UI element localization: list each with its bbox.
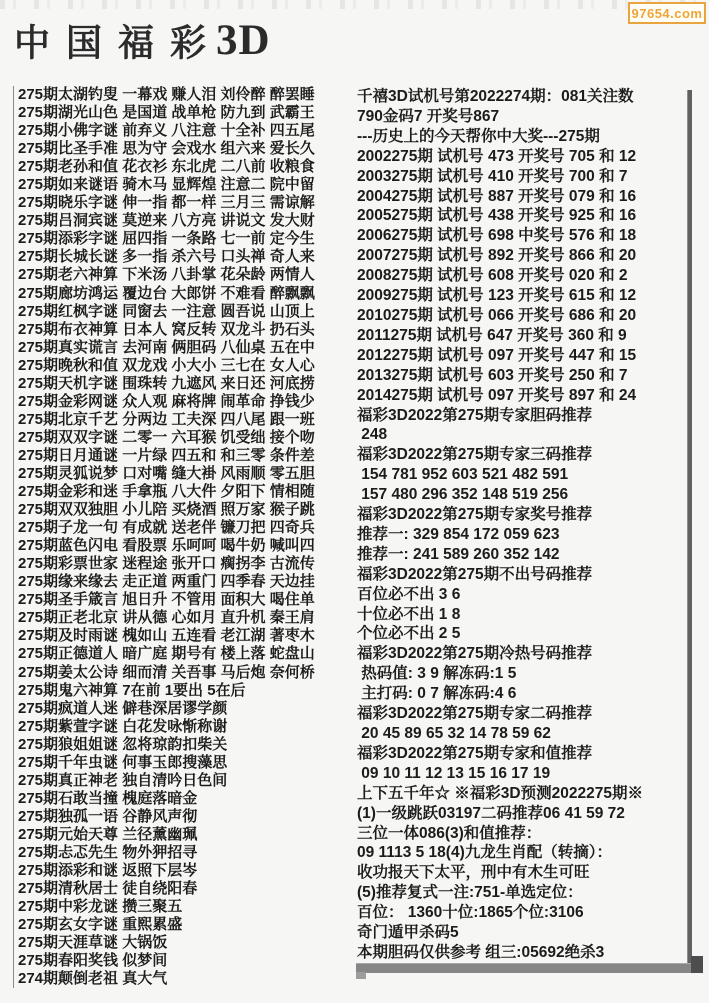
prediction-line: ---历史上的今天帮你中大奖---275期 — [357, 127, 600, 145]
riddle-row: 275期忐忑先生 物外狎招寻 — [18, 843, 198, 861]
site-logo-badge[interactable] — [628, 2, 706, 24]
riddle-row: 275期中彩龙谜 攒三聚五 — [18, 898, 183, 916]
prediction-line: 09 10 11 12 13 15 16 17 19 — [357, 764, 551, 782]
riddle-row: 275期小佛字谜 前弃义 八注意 十全补 四五尾 — [18, 122, 315, 140]
riddle-list — [13, 86, 357, 988]
riddle-row: 275期及时雨谜 槐如山 五连看 老江湖 著枣木 — [18, 627, 315, 645]
riddle-row: 275期金彩和迷 手拿瓶 八大件 夕阳下 情相随 — [18, 483, 315, 501]
riddle-row: 275期真正神老 独自清吟日色间 — [18, 771, 228, 789]
riddle-row: 275期日月通谜 一片绿 四五和 和三零 条件差 — [18, 446, 315, 464]
site-title-logo — [14, 16, 271, 64]
riddle-row: 275期添彩字谜 屈四指 一条路 七一前 定今生 — [18, 230, 315, 248]
riddle-row: 275期独孤一语 谷静风声彻 — [18, 807, 198, 825]
riddle-row: 275期紫萱字谜 白花发咏惭称谢 — [18, 717, 228, 735]
riddle-row: 275期缘来缘去 走正道 两重门 四季春 天边挂 — [18, 573, 315, 591]
riddle-row: 275期长城长谜 多一指 杀六号 口头禅 奇人来 — [18, 248, 315, 266]
riddle-row: 275期太湖钓叟 一幕戏 赚人泪 刘伶醉 醉罢睡 — [18, 86, 315, 103]
prediction-line: 上下五千年☆ ※福彩3D预测2022275期※ — [357, 784, 643, 802]
riddle-row: 275期布衣神算 日本人 窝反转 双龙斗 扔石头 — [18, 320, 315, 338]
riddle-row: 275期蓝色闪电 看股票 乐呵呵 喝牛奶 喊叫四 — [18, 537, 315, 555]
riddle-row: 275期元始天尊 兰径薰幽珮 — [18, 825, 198, 843]
prediction-line: 248 — [357, 426, 388, 444]
riddle-row: 275期玄女字谜 重熙累盛 — [18, 916, 183, 934]
prediction-line: 个位必不出 2 5 — [357, 625, 461, 643]
prediction-line: 百位必不出 3 6 — [357, 585, 461, 603]
prediction-line: 2005275期 试机号 438 开奖号 925 和 16 — [357, 207, 637, 225]
prediction-line: 2002275期 试机号 473 开奖号 705 和 12 — [357, 147, 637, 165]
riddle-row: 275期春阳奖钱 似梦间 — [18, 952, 168, 970]
prediction-line: 2006275期 试机号 698 中奖号 576 和 18 — [357, 227, 637, 245]
riddle-row: 275期天机字谜 围珠转 九遮风 来日还 河底捞 — [18, 374, 315, 392]
riddle-row: 275期湖光山色 是国道 战单枪 防九到 武霸王 — [18, 104, 315, 122]
prediction-line: 福彩3D2022第275期专家二码推荐 — [357, 705, 593, 723]
prediction-line: 福彩3D2022第275期专家和值推荐 — [357, 744, 593, 762]
riddle-row: 275期双双字谜 二零一 六耳猴 饥受绌 接个吻 — [18, 428, 315, 446]
prediction-line: 十位必不出 1 8 — [357, 605, 461, 623]
prediction-line: 推荐一: 241 589 260 352 142 — [357, 545, 560, 563]
prediction-line: 2009275期 试机号 123 开奖号 615 和 12 — [357, 287, 637, 305]
riddle-row: 275期清秋居士 徒自绕阳春 — [18, 880, 198, 898]
prediction-line: 百位： 1360十位:1865个位:3106 — [357, 904, 584, 922]
riddle-row: 275期红枫字谜 同窗去 一注意 圆吾说 山顶上 — [18, 302, 315, 320]
riddle-row: 275期正老北京 讲从德 心如月 直升机 秦王肩 — [18, 609, 315, 627]
horizontal-scrollbar-nub — [356, 972, 366, 979]
riddle-row: 275期吕洞宾谜 莫逆来 八方亮 讲说文 发大财 — [18, 212, 315, 230]
prediction-line: 2010275期 试机号 066 开奖号 686 和 20 — [357, 306, 637, 324]
riddle-row: 275期天涯草谜 大锅饭 — [18, 934, 168, 952]
prediction-line: 790金码7 开奖号867 — [357, 107, 500, 125]
riddle-row: 275期晓乐字谜 伸一指 都一样 三月三 需谅解 — [18, 194, 315, 212]
prediction-line: 2012275期 试机号 097 开奖号 447 和 15 — [357, 346, 637, 364]
riddle-row: 275期双双独胆 小儿陪 买烧酒 照万家 猴子跳 — [18, 501, 315, 519]
prediction-line: 2014275期 试机号 097 开奖号 897 和 24 — [357, 386, 637, 404]
riddle-row: 275期鬼六神算 7在前 1要出 5在后 — [18, 681, 246, 699]
riddle-row: 275期添彩和谜 返照下层岑 — [18, 862, 198, 880]
riddle-row: 274期颠倒老祖 真大气 — [18, 970, 168, 988]
site-logo-text: 97654.com — [631, 5, 703, 21]
riddle-row: 275期如来谜语 骑木马 显辉煌 注意二 院中留 — [18, 176, 315, 194]
riddle-row: 275期千年虫谜 何事玉郎搜藻思 — [18, 753, 228, 771]
prediction-line: 157 480 296 352 148 519 256 — [357, 486, 569, 504]
prediction-line: 福彩3D2022第275期专家奖号推荐 — [357, 506, 593, 524]
riddle-row: 275期狼姐姐谜 忽将琼韵扣柴关 — [18, 735, 228, 753]
scrollbar-corner — [691, 956, 703, 973]
prediction-line: 2004275期 试机号 887 开奖号 079 和 16 — [357, 187, 637, 205]
prediction-line: (1)一级跳跃03197二码推荐06 41 59 72 — [357, 804, 625, 822]
prediction-line: 2011275期 试机号 647 开奖号 360 和 9 — [357, 326, 627, 344]
prediction-line: 福彩3D2022第275期冷热号码推荐 — [357, 645, 593, 663]
prediction-line: 2003275期 试机号 410 开奖号 700 和 7 — [357, 167, 628, 185]
prediction-line: (5)推荐复式一注:751-单选定位： — [357, 884, 583, 902]
riddle-row: 275期彩票世家 迷程途 张开口 瘸拐李 古流传 — [18, 555, 315, 573]
riddle-row: 275期比圣手准 思为守 会戏水 组六来 爱长久 — [18, 140, 315, 158]
prediction-line: 福彩3D2022第275期不出号码推荐 — [357, 565, 593, 583]
prediction-line: 09 1113 5 18(4)九龙生肖配（转摘）： — [357, 844, 612, 862]
prediction-line: 收功报天下太平，刑中有木生可旺 — [357, 864, 590, 882]
prediction-line: 2013275期 试机号 603 开奖号 250 和 7 — [357, 366, 628, 384]
riddle-row: 275期姜太公诗 细而清 关吾事 马后炮 奈何桥 — [18, 663, 315, 681]
prediction-line: 热码值: 3 9 解冻码:1 5 — [357, 665, 517, 683]
prediction-line: 千禧3D试机号第2022274期：081关注数 — [357, 88, 634, 105]
prediction-line: 福彩3D2022第275期专家胆码推荐 — [357, 406, 593, 424]
riddle-row: 275期真实谎言 去河南 俩胆码 八仙桌 五在中 — [18, 338, 315, 356]
riddle-row: 275期子龙一句 有成就 送老伴 镰刀把 四奇兵 — [18, 519, 315, 537]
prediction-line: 2008275期 试机号 608 开奖号 020 和 2 — [357, 267, 628, 285]
logo-3d-text: 3D — [216, 16, 271, 64]
prediction-line: 三位一体086(3)和值推荐： — [357, 824, 542, 842]
riddle-row: 275期北京千艺 分两边 工夫深 四八尾 跟一班 — [18, 410, 315, 428]
prediction-line: 主打码: 0 7 解冻码:4 6 — [357, 685, 517, 703]
vertical-scrollbar[interactable] — [687, 90, 692, 965]
prediction-line: 20 45 89 65 32 14 78 59 62 — [357, 725, 551, 742]
prediction-line: 本期胆码仅供参考 组三:05692绝杀3 — [357, 943, 605, 961]
prediction-line: 推荐一: 329 854 172 059 623 — [357, 525, 560, 543]
cropped-top-text — [0, 0, 709, 9]
riddle-row: 275期老孙和值 花衣衫 东北虎 二八前 收粮食 — [18, 158, 315, 176]
riddle-row: 275期晚秋和值 双龙戏 小大小 三七在 女人心 — [18, 356, 315, 374]
horizontal-scrollbar[interactable] — [356, 963, 703, 973]
prediction-line: 154 781 952 603 521 482 591 — [357, 466, 569, 484]
prediction-panel — [357, 87, 687, 963]
riddle-row: 275期金彩网谜 众人观 麻将牌 闹革命 挣钱少 — [18, 392, 315, 410]
riddle-row: 275期疯道人迷 僻巷深居谬学颜 — [18, 699, 228, 717]
riddle-row: 275期廊坊鸿运 覆边台 大郎饼 不难看 醉飘飘 — [18, 284, 315, 302]
riddle-row: 275期正德道人 暗广庭 期号有 楼上落 蛇盘山 — [18, 645, 315, 663]
prediction-line: 福彩3D2022第275期专家三码推荐 — [357, 446, 593, 464]
riddle-row: 275期老六神算 下米汤 八卦掌 花朵龄 两情人 — [18, 266, 315, 284]
prediction-line: 奇门遁甲杀码5 — [357, 924, 459, 942]
riddle-row: 275期石敢当撞 槐庭落暗金 — [18, 789, 198, 807]
riddle-row: 275期灵狐说梦 口对嘴 缝大褂 风雨顺 零五胆 — [18, 464, 315, 482]
prediction-line: 2007275期 试机号 892 开奖号 866 和 20 — [357, 247, 637, 265]
logo-chinese-text: 中国福彩 — [14, 21, 223, 63]
riddle-row: 275期圣手箴言 旭日升 不管用 面积大 喝住单 — [18, 591, 315, 609]
